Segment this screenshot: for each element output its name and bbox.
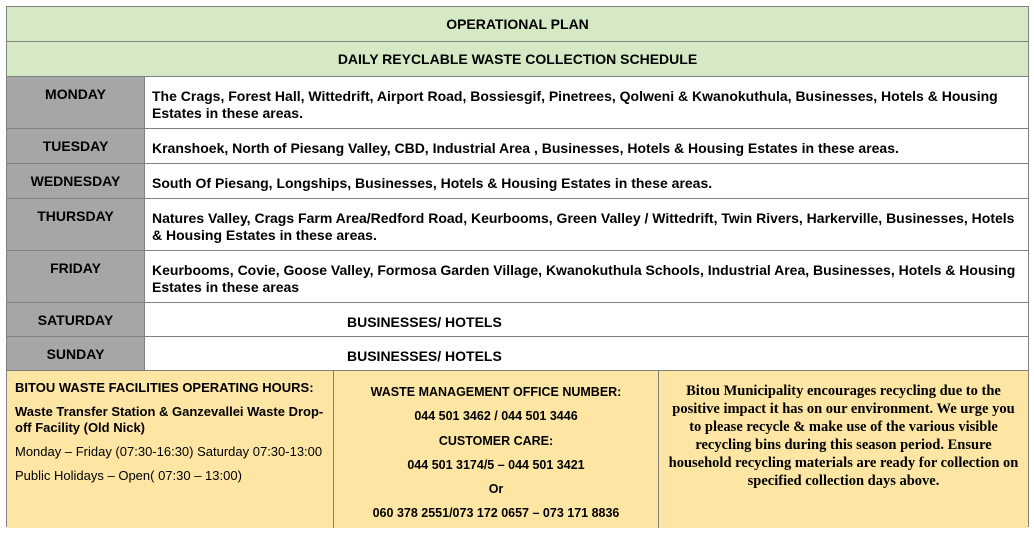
day-label: SUNDAY xyxy=(7,337,145,370)
facility-hours: Monday – Friday (07:30-16:30) Saturday 07:30-13:00 xyxy=(15,444,323,459)
office-numbers: 044 501 3462 / 044 501 3446 xyxy=(414,409,578,424)
day-areas: Kranshoek, North of Piesang Valley, CBD, Industrial Area , Businesses, Hotels & Housing Estates in these areas. xyxy=(152,140,899,156)
day-label: SATURDAY xyxy=(7,303,145,336)
recycling-message: Bitou Municipality encourages recycling due to the positive impact it has on our environment. We urge you to please recycle & make use of the various visible recycling bins during this season period. Ensure household recycling materials are ready for collection on specified collection days above. xyxy=(659,371,1028,528)
day-row-friday xyxy=(7,251,1028,303)
schedule-table xyxy=(6,6,1029,527)
day-areas: BUSINESSES/ HOTELS xyxy=(347,348,502,364)
day-areas: The Crags, Forest Hall, Wittedrift, Airport Road, Bossiesgif, Pinetrees, Qolweni & Kwanokuthula, Businesses, Hotels & Housing Estates in these areas. xyxy=(152,88,998,121)
day-areas: Natures Valley, Crags Farm Area/Redford Road, Keurbooms, Green Valley / Wittedrift, Twin Rivers, Harkerville, Businesses, Hotels & Housing Estates in these areas. xyxy=(152,210,1015,243)
cell-numbers: 060 378 2551/073 172 0657 – 073 171 8836 xyxy=(372,506,620,521)
or-text: Or xyxy=(488,482,504,497)
day-label: WEDNESDAY xyxy=(7,164,145,198)
day-row-tuesday xyxy=(7,129,1028,164)
facility-name: Waste Transfer Station & Ganzevallei Waste Drop-off Facility (Old Nick) xyxy=(15,404,324,435)
day-row-saturday xyxy=(7,303,1028,337)
facility-holiday-hours: Public Holidays – Open( 07:30 – 13:00) xyxy=(15,468,242,483)
day-label: MONDAY xyxy=(7,77,145,128)
facilities-heading: BITOU WASTE FACILITIES OPERATING HOURS: xyxy=(15,380,314,395)
facilities-panel xyxy=(7,371,334,528)
day-label: THURSDAY xyxy=(7,199,145,250)
customer-care-numbers: 044 501 3174/5 – 044 501 3421 xyxy=(407,457,585,472)
day-areas: BUSINESSES/ HOTELS xyxy=(347,314,502,330)
plan-title: OPERATIONAL PLAN xyxy=(7,7,1028,42)
info-section xyxy=(7,371,1028,528)
day-label: TUESDAY xyxy=(7,129,145,163)
office-panel xyxy=(334,371,659,528)
day-areas: South Of Piesang, Longships, Businesses, Hotels & Housing Estates in these areas. xyxy=(152,175,713,191)
day-row-monday xyxy=(7,77,1028,129)
day-areas: Keurbooms, Covie, Goose Valley, Formosa Garden Village, Kwanokuthula Schools, Industrial Area, Businesses, Hotels & Housing Estates in these areas xyxy=(152,262,1016,295)
day-label: FRIDAY xyxy=(7,251,145,302)
office-heading: WASTE MANAGEMENT OFFICE NUMBER: xyxy=(370,385,622,399)
day-row-thursday xyxy=(7,199,1028,251)
customer-care-heading: CUSTOMER CARE: xyxy=(438,433,554,448)
day-row-wednesday xyxy=(7,164,1028,199)
day-row-sunday xyxy=(7,337,1028,371)
schedule-title: DAILY REYCLABLE WASTE COLLECTION SCHEDULE xyxy=(7,42,1028,77)
